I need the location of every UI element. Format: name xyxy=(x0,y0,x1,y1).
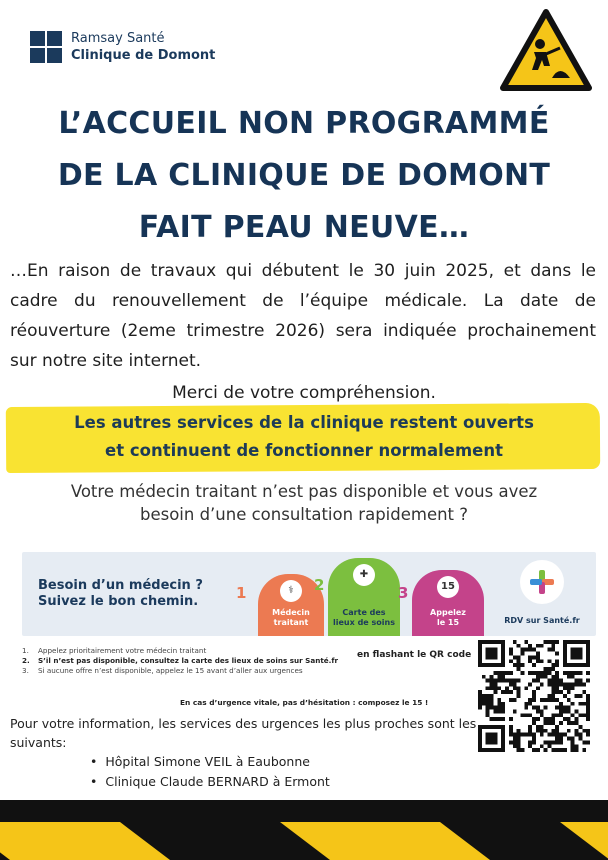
highlight-line-2: et continuent de fonctionner normalement xyxy=(105,441,503,460)
list-item: 3. Si aucune offre n’est disponible, appelez le 15 avant d’aller aux urgences xyxy=(22,666,303,675)
headline-line-1: L’ACCUEIL NON PROGRAMMÉ xyxy=(58,106,550,141)
question-line-2: besoin d’une consultation rapidement ? xyxy=(139,505,469,524)
logo-brand: Ramsay Santé xyxy=(71,31,165,46)
step-call-15 xyxy=(398,570,484,636)
ramsay-sante-logo xyxy=(30,30,215,64)
question-line-1: Votre médecin traitant n’est pas disponible et vous avez xyxy=(70,482,538,501)
list-item: • Hôpital Simone VEIL à Eaubonne xyxy=(90,752,330,772)
rdv-sante-fr xyxy=(494,560,590,625)
step-label: Médecin traitant xyxy=(272,608,310,627)
sante-fr-logo xyxy=(520,560,564,604)
step-care-map xyxy=(314,558,400,636)
step-label: Appelez le 15 xyxy=(430,608,466,627)
hazard-stripes xyxy=(0,800,608,860)
banner-title-line-2: Suivez le bon chemin. xyxy=(38,594,199,609)
map-pin-icon: ✚ xyxy=(353,564,375,586)
headline xyxy=(0,98,608,254)
rdv-label: RDV sur Santé.fr xyxy=(504,616,580,625)
step-label: Carte des lieux de soins xyxy=(333,608,395,627)
care-path-banner xyxy=(22,552,596,636)
headline-line-3: FAIT PEAU NEUVE… xyxy=(138,210,470,245)
qr-code[interactable] xyxy=(478,640,590,752)
highlight-line-1: Les autres services de la clinique restent ouverts xyxy=(74,413,534,432)
plus-cross-icon xyxy=(530,570,554,594)
doctor-icon: ⚕ xyxy=(280,580,302,602)
highlight-text xyxy=(0,409,608,465)
intro-paragraph: …En raison de travaux qui débutent le 30 juin 2025, et dans le cadre du renouvellement de l’équipe médicale. La date de réouverture (2eme trimestre 2026) sera indiquée prochainement sur notre site internet. xyxy=(10,261,596,371)
step-number: 1 xyxy=(236,584,247,602)
headline-line-2: DE LA CLINIQUE DE DOMONT xyxy=(57,158,551,193)
qr-caption: en flashant le QR code xyxy=(357,650,472,660)
steps-list xyxy=(22,646,362,676)
consultation-question xyxy=(0,480,608,526)
phone-15-icon: 15 xyxy=(437,576,459,598)
logo-mark-icon xyxy=(30,31,62,63)
banner-title-line-1: Besoin d’un médecin ? xyxy=(38,578,203,593)
logo-clinic-name: Clinique de Domont xyxy=(71,48,216,63)
list-item: • Clinique Claude BERNARD à Ermont xyxy=(90,772,330,792)
thanks-text: Merci de votre compréhension. xyxy=(172,383,436,403)
info-paragraph: Pour votre information, les services des urgences les plus proches sont les suivants: xyxy=(10,716,477,750)
hospitals-list xyxy=(90,752,330,792)
banner-title xyxy=(38,578,203,610)
roadworks-warning-icon xyxy=(500,8,592,92)
step-number: 2 xyxy=(314,576,325,594)
list-item: 1. Appelez prioritairement votre médecin traitant xyxy=(22,646,207,655)
emergency-notice: En cas d’urgence vitale, pas d’hésitation : composez le 15 ! xyxy=(180,698,429,707)
list-item: 2. S’il n’est pas disponible, consultez la carte des lieux de soins sur Santé.fr xyxy=(22,656,339,665)
step-number: 3 xyxy=(398,584,409,602)
